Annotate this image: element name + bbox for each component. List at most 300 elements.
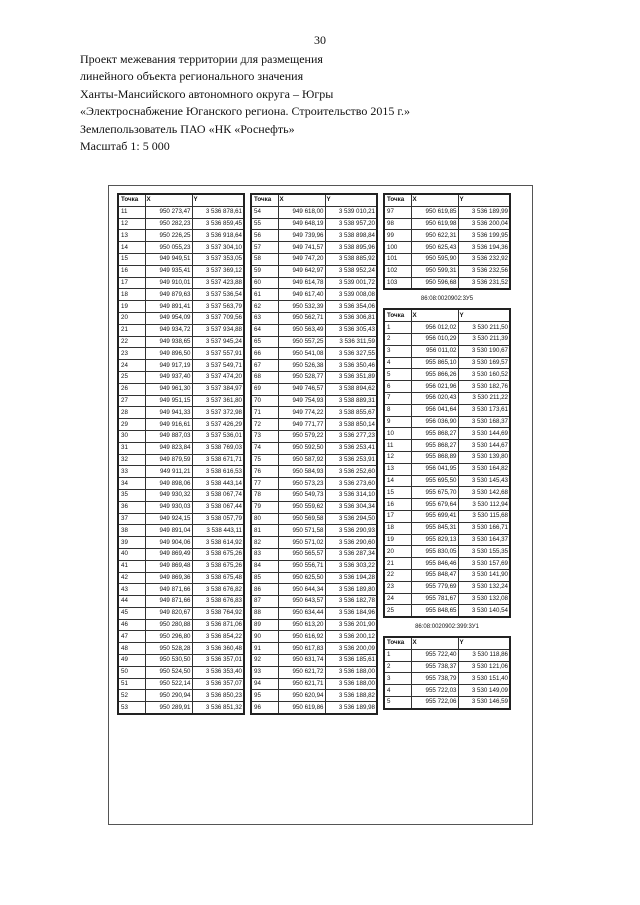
point-number: 6 xyxy=(384,381,411,393)
point-number: 19 xyxy=(384,534,411,546)
point-number: 76 xyxy=(251,466,278,478)
coordinate-x: 950 541,08 xyxy=(278,348,325,360)
coordinate-y: 3 536 189,99 xyxy=(458,206,510,218)
point-number: 51 xyxy=(118,678,145,690)
coordinate-x: 950 569,58 xyxy=(278,513,325,525)
coordinate-x: 949 869,48 xyxy=(145,560,192,572)
table-row xyxy=(251,702,377,714)
coordinate-y: 3 536 200,12 xyxy=(325,631,377,643)
header-line: «Электроснабжение Юганского региона. Строительство 2015 г.» xyxy=(80,104,410,119)
coordinate-y: 3 536 184,96 xyxy=(325,607,377,619)
coordinate-x: 950 621,71 xyxy=(278,678,325,690)
table-row xyxy=(384,463,510,475)
coordinate-x: 949 961,30 xyxy=(145,383,192,395)
coordinate-x: 949 648,19 xyxy=(278,218,325,230)
coordinate-y: 3 538 675,48 xyxy=(192,572,244,584)
coordinate-x: 955 866,26 xyxy=(411,369,458,381)
coordinate-y: 3 536 353,40 xyxy=(192,666,244,678)
coordinate-x: 949 754,93 xyxy=(278,395,325,407)
table-row xyxy=(118,277,244,289)
coordinate-y: 3 530 211,50 xyxy=(458,322,510,334)
coordinate-y: 3 530 211,22 xyxy=(458,392,510,404)
coordinate-x: 950 280,88 xyxy=(145,619,192,631)
point-number: 55 xyxy=(251,218,278,230)
coordinate-x: 949 938,65 xyxy=(145,336,192,348)
coordinate-y: 3 538 855,67 xyxy=(325,407,377,419)
table-row xyxy=(251,419,377,431)
table-header-row xyxy=(118,194,244,206)
coordinate-x: 950 571,58 xyxy=(278,525,325,537)
coordinate-y: 3 536 878,61 xyxy=(192,206,244,218)
header-line: Землепользователь ПАО «НК «Роснефть» xyxy=(80,121,295,136)
table-row xyxy=(251,548,377,560)
coordinate-y: 3 538 850,14 xyxy=(325,419,377,431)
coordinate-y: 3 530 144,69 xyxy=(458,428,510,440)
coordinate-y: 3 537 384,97 xyxy=(192,383,244,395)
coordinate-x: 949 869,36 xyxy=(145,572,192,584)
table-row xyxy=(118,655,244,667)
table-row xyxy=(251,584,377,596)
table-row xyxy=(251,631,377,643)
table-row xyxy=(384,242,510,254)
coordinates-table xyxy=(383,308,511,618)
point-number: 66 xyxy=(251,348,278,360)
coordinate-x: 949 917,19 xyxy=(145,360,192,372)
point-number: 101 xyxy=(384,253,411,265)
coordinate-x: 950 522,14 xyxy=(145,678,192,690)
point-number: 44 xyxy=(118,596,145,608)
table-row xyxy=(118,430,244,442)
point-number: 72 xyxy=(251,419,278,431)
point-number: 73 xyxy=(251,430,278,442)
coordinate-y: 3 536 253,91 xyxy=(325,454,377,466)
coordinate-y: 3 536 294,50 xyxy=(325,513,377,525)
coordinate-y: 3 538 671,71 xyxy=(192,454,244,466)
coordinate-x: 949 879,59 xyxy=(145,454,192,466)
table-row xyxy=(384,661,510,673)
coordinate-x: 950 596,68 xyxy=(411,277,458,289)
coordinate-x: 949 739,96 xyxy=(278,230,325,242)
coordinate-y: 3 536 350,46 xyxy=(325,360,377,372)
header-line: линейного объекта регионального значения xyxy=(80,69,304,84)
coordinate-y: 3 538 889,31 xyxy=(325,395,377,407)
coordinate-x: 949 823,84 xyxy=(145,442,192,454)
coordinate-y: 3 539 001,72 xyxy=(325,277,377,289)
coordinate-x: 955 845,31 xyxy=(411,522,458,534)
coordinate-y: 3 537 474,20 xyxy=(192,371,244,383)
coordinate-y: 3 530 157,69 xyxy=(458,558,510,570)
coordinate-x: 955 738,37 xyxy=(411,661,458,673)
coordinate-x: 949 871,66 xyxy=(145,584,192,596)
point-number: 2 xyxy=(384,333,411,345)
coordinate-y: 3 530 142,68 xyxy=(458,487,510,499)
coordinate-x: 950 226,25 xyxy=(145,230,192,242)
point-number: 85 xyxy=(251,572,278,584)
point-number: 24 xyxy=(118,360,145,372)
coordinate-y: 3 537 536,01 xyxy=(192,430,244,442)
header-line: Проект межевания территории для размещения xyxy=(80,52,323,66)
coordinate-x: 956 041,95 xyxy=(411,463,458,475)
point-number: 14 xyxy=(118,242,145,254)
point-number: 50 xyxy=(118,666,145,678)
coordinate-y: 3 536 189,80 xyxy=(325,584,377,596)
point-number: 24 xyxy=(384,593,411,605)
table-row xyxy=(118,690,244,702)
table-row xyxy=(384,522,510,534)
point-number: 3 xyxy=(384,345,411,357)
coordinate-y: 3 530 144,67 xyxy=(458,440,510,452)
point-number: 59 xyxy=(251,265,278,277)
table-row xyxy=(384,605,510,617)
coordinate-x: 949 642,97 xyxy=(278,265,325,277)
table-row xyxy=(251,643,377,655)
table-row xyxy=(384,333,510,345)
coordinate-y: 3 537 361,80 xyxy=(192,395,244,407)
coordinate-y: 3 536 200,04 xyxy=(458,218,510,230)
point-number: 47 xyxy=(118,631,145,643)
table-row xyxy=(118,643,244,655)
coordinate-y: 3 536 252,60 xyxy=(325,466,377,478)
point-number: 89 xyxy=(251,619,278,631)
coordinate-y: 3 536 194,36 xyxy=(458,242,510,254)
table-header-row xyxy=(251,194,377,206)
coordinate-y: 3 536 854,22 xyxy=(192,631,244,643)
coordinate-y: 3 536 360,48 xyxy=(192,643,244,655)
table-row xyxy=(118,395,244,407)
table-row xyxy=(384,381,510,393)
coordinate-y: 3 530 140,54 xyxy=(458,605,510,617)
coordinate-x: 949 891,41 xyxy=(145,301,192,313)
coordinate-y: 3 536 188,82 xyxy=(325,690,377,702)
coordinate-y: 3 537 945,24 xyxy=(192,336,244,348)
point-number: 25 xyxy=(118,371,145,383)
table-row xyxy=(384,499,510,511)
coordinate-y: 3 536 311,59 xyxy=(325,336,377,348)
point-number: 12 xyxy=(384,451,411,463)
coordinate-y: 3 530 132,24 xyxy=(458,581,510,593)
coordinate-x: 955 722,40 xyxy=(411,649,458,661)
coordinate-y: 3 536 287,34 xyxy=(325,548,377,560)
coordinate-y: 3 530 141,90 xyxy=(458,569,510,581)
coordinate-x: 949 949,51 xyxy=(145,253,192,265)
coordinate-x: 950 289,91 xyxy=(145,702,192,714)
point-number: 22 xyxy=(118,336,145,348)
coordinate-y: 3 539 010,21 xyxy=(325,206,377,218)
point-number: 30 xyxy=(118,430,145,442)
point-number: 38 xyxy=(118,525,145,537)
coordinates-table xyxy=(383,193,511,290)
table-row xyxy=(384,345,510,357)
table-row xyxy=(118,607,244,619)
table-row xyxy=(118,560,244,572)
point-number: 92 xyxy=(251,655,278,667)
point-number: 40 xyxy=(118,548,145,560)
point-number: 14 xyxy=(384,475,411,487)
coordinates-table xyxy=(117,193,245,715)
page-number: 30 xyxy=(314,33,326,47)
coordinate-y: 3 536 188,00 xyxy=(325,666,377,678)
point-number: 95 xyxy=(251,690,278,702)
coordinate-x: 956 021,96 xyxy=(411,381,458,393)
coordinate-y: 3 538 067,44 xyxy=(192,501,244,513)
point-number: 23 xyxy=(118,348,145,360)
point-number: 81 xyxy=(251,525,278,537)
coordinate-x: 950 592,50 xyxy=(278,442,325,454)
coordinate-y: 3 530 146,59 xyxy=(458,697,510,709)
table-row xyxy=(251,666,377,678)
coordinate-y: 3 530 166,71 xyxy=(458,522,510,534)
coordinate-x: 950 559,62 xyxy=(278,501,325,513)
table-row xyxy=(118,678,244,690)
table-row xyxy=(384,265,510,277)
coordinate-y: 3 530 149,09 xyxy=(458,685,510,697)
coordinate-y: 3 536 357,07 xyxy=(192,678,244,690)
coordinate-x: 949 951,15 xyxy=(145,395,192,407)
point-number: 57 xyxy=(251,242,278,254)
header-x: X xyxy=(411,309,458,321)
point-number: 13 xyxy=(384,463,411,475)
point-number: 16 xyxy=(384,499,411,511)
table-row xyxy=(251,253,377,265)
table-row xyxy=(384,451,510,463)
table-row xyxy=(384,534,510,546)
coordinate-y: 3 538 895,96 xyxy=(325,242,377,254)
table-row xyxy=(251,395,377,407)
coordinate-y: 3 536 199,95 xyxy=(458,230,510,242)
coordinate-x: 949 930,32 xyxy=(145,489,192,501)
coordinate-x: 956 041,64 xyxy=(411,404,458,416)
table-row xyxy=(251,442,377,454)
coordinate-y: 3 536 189,98 xyxy=(325,702,377,714)
point-number: 9 xyxy=(384,416,411,428)
table-row xyxy=(251,501,377,513)
coordinate-y: 3 536 232,56 xyxy=(458,265,510,277)
table-row xyxy=(251,242,377,254)
table-row xyxy=(384,230,510,242)
point-number: 64 xyxy=(251,324,278,336)
parcel-number: 86:08:0020902:3У5 xyxy=(420,296,474,303)
table-row xyxy=(118,289,244,301)
coordinate-x: 955 722,03 xyxy=(411,685,458,697)
header-y: Y xyxy=(192,194,244,206)
coordinate-y: 3 530 169,57 xyxy=(458,357,510,369)
point-number: 84 xyxy=(251,560,278,572)
table-row xyxy=(384,569,510,581)
coordinate-y: 3 536 918,64 xyxy=(192,230,244,242)
point-number: 94 xyxy=(251,678,278,690)
table-row xyxy=(384,546,510,558)
point-number: 70 xyxy=(251,395,278,407)
table-row xyxy=(251,218,377,230)
point-number: 82 xyxy=(251,537,278,549)
coordinates-frame xyxy=(108,185,533,825)
point-number: 15 xyxy=(118,253,145,265)
coordinate-y: 3 536 185,61 xyxy=(325,655,377,667)
coordinate-y: 3 536 232,92 xyxy=(458,253,510,265)
coordinate-y: 3 530 151,40 xyxy=(458,673,510,685)
point-number: 98 xyxy=(384,218,411,230)
coordinate-y: 3 537 557,91 xyxy=(192,348,244,360)
table-row xyxy=(384,475,510,487)
point-number: 61 xyxy=(251,289,278,301)
coordinates-table xyxy=(383,636,511,710)
table-row xyxy=(118,371,244,383)
coordinate-x: 950 619,98 xyxy=(411,218,458,230)
table-row xyxy=(118,253,244,265)
coordinate-y: 3 537 304,10 xyxy=(192,242,244,254)
coordinate-y: 3 536 357,01 xyxy=(192,655,244,667)
table-row xyxy=(384,593,510,605)
table-row xyxy=(118,501,244,513)
coordinate-y: 3 530 173,61 xyxy=(458,404,510,416)
coordinate-x: 950 579,22 xyxy=(278,430,325,442)
coordinate-y: 3 538 067,74 xyxy=(192,489,244,501)
coordinate-x: 949 869,49 xyxy=(145,548,192,560)
coordinate-x: 949 904,06 xyxy=(145,537,192,549)
coordinate-x: 950 549,73 xyxy=(278,489,325,501)
table-row xyxy=(251,513,377,525)
coordinate-y: 3 538 443,14 xyxy=(192,478,244,490)
point-number: 86 xyxy=(251,584,278,596)
coordinate-y: 3 538 676,83 xyxy=(192,596,244,608)
table-row xyxy=(118,324,244,336)
table-row xyxy=(251,206,377,218)
point-number: 1 xyxy=(384,649,411,661)
table-row xyxy=(118,218,244,230)
point-number: 17 xyxy=(118,277,145,289)
coordinate-x: 950 282,23 xyxy=(145,218,192,230)
point-number: 91 xyxy=(251,643,278,655)
point-number: 1 xyxy=(384,322,411,334)
point-number: 35 xyxy=(118,489,145,501)
table-row xyxy=(251,655,377,667)
coordinate-y: 3 539 008,08 xyxy=(325,289,377,301)
coordinate-y: 3 536 305,43 xyxy=(325,324,377,336)
point-number: 93 xyxy=(251,666,278,678)
table-row xyxy=(118,478,244,490)
coordinate-x: 950 296,80 xyxy=(145,631,192,643)
table-header-row xyxy=(384,194,510,206)
table-row xyxy=(118,312,244,324)
coordinate-y: 3 537 426,29 xyxy=(192,419,244,431)
coordinate-y: 3 536 850,23 xyxy=(192,690,244,702)
table-row xyxy=(118,631,244,643)
table-row xyxy=(251,560,377,572)
table-row xyxy=(384,510,510,522)
coordinate-y: 3 536 351,89 xyxy=(325,371,377,383)
coordinate-y: 3 538 764,92 xyxy=(192,607,244,619)
coordinate-x: 950 613,20 xyxy=(278,619,325,631)
table-row xyxy=(118,489,244,501)
coordinate-x: 955 699,41 xyxy=(411,510,458,522)
table-row xyxy=(118,242,244,254)
coordinate-y: 3 530 182,76 xyxy=(458,381,510,393)
point-number: 7 xyxy=(384,392,411,404)
coordinate-x: 950 644,34 xyxy=(278,584,325,596)
coordinate-x: 955 779,69 xyxy=(411,581,458,593)
table-row xyxy=(384,369,510,381)
point-number: 25 xyxy=(384,605,411,617)
point-number: 62 xyxy=(251,301,278,313)
table-row xyxy=(251,407,377,419)
coordinate-x: 956 011,02 xyxy=(411,345,458,357)
point-number: 13 xyxy=(118,230,145,242)
table-row xyxy=(118,407,244,419)
table-row xyxy=(118,360,244,372)
coordinate-y: 3 536 859,45 xyxy=(192,218,244,230)
coordinate-y: 3 536 851,32 xyxy=(192,702,244,714)
header-point: Точка xyxy=(384,637,411,649)
point-number: 39 xyxy=(118,537,145,549)
header-point: Точка xyxy=(118,194,145,206)
coordinate-y: 3 537 536,54 xyxy=(192,289,244,301)
point-number: 56 xyxy=(251,230,278,242)
coordinates-table xyxy=(250,193,378,715)
coordinate-x: 950 273,47 xyxy=(145,206,192,218)
coordinate-x: 949 941,33 xyxy=(145,407,192,419)
coordinate-x: 950 532,39 xyxy=(278,301,325,313)
table-row xyxy=(251,348,377,360)
table-row xyxy=(118,584,244,596)
coordinate-x: 949 930,03 xyxy=(145,501,192,513)
parcel-number: 86:08:0020902:399:3У1 xyxy=(415,624,479,631)
coordinate-x: 955 848,65 xyxy=(411,605,458,617)
point-number: 18 xyxy=(118,289,145,301)
coordinate-x: 949 887,03 xyxy=(145,430,192,442)
coordinates-column-3 xyxy=(383,193,511,710)
coordinate-x: 949 617,40 xyxy=(278,289,325,301)
coordinate-y: 3 538 957,20 xyxy=(325,218,377,230)
point-number: 49 xyxy=(118,655,145,667)
coordinate-x: 955 829,13 xyxy=(411,534,458,546)
point-number: 80 xyxy=(251,513,278,525)
coordinate-y: 3 530 164,37 xyxy=(458,534,510,546)
table-row xyxy=(384,685,510,697)
coordinate-x: 949 916,61 xyxy=(145,419,192,431)
coordinate-x: 955 738,79 xyxy=(411,673,458,685)
point-number: 53 xyxy=(118,702,145,714)
coordinate-y: 3 537 353,05 xyxy=(192,253,244,265)
table-row xyxy=(118,596,244,608)
point-number: 48 xyxy=(118,643,145,655)
table-row xyxy=(118,572,244,584)
coordinate-x: 950 055,23 xyxy=(145,242,192,254)
point-number: 83 xyxy=(251,548,278,560)
point-number: 46 xyxy=(118,619,145,631)
point-number: 21 xyxy=(384,558,411,570)
coordinate-x: 950 616,92 xyxy=(278,631,325,643)
coordinate-y: 3 536 194,28 xyxy=(325,572,377,584)
coordinate-y: 3 537 372,98 xyxy=(192,407,244,419)
coordinate-y: 3 536 327,55 xyxy=(325,348,377,360)
table-row xyxy=(384,218,510,230)
coordinate-y: 3 537 549,71 xyxy=(192,360,244,372)
coordinate-y: 3 538 898,84 xyxy=(325,230,377,242)
coordinate-x: 950 571,02 xyxy=(278,537,325,549)
table-row xyxy=(251,690,377,702)
table-row xyxy=(251,312,377,324)
coordinate-x: 950 562,71 xyxy=(278,312,325,324)
header-line: Ханты-Мансийского автономного округа – Югры xyxy=(80,86,334,101)
coordinate-x: 950 587,92 xyxy=(278,454,325,466)
coordinate-y: 3 536 304,34 xyxy=(325,501,377,513)
header-point: Точка xyxy=(384,194,411,206)
point-number: 4 xyxy=(384,685,411,697)
point-number: 87 xyxy=(251,596,278,608)
table-row xyxy=(251,678,377,690)
point-number: 17 xyxy=(384,510,411,522)
coordinate-y: 3 536 290,93 xyxy=(325,525,377,537)
